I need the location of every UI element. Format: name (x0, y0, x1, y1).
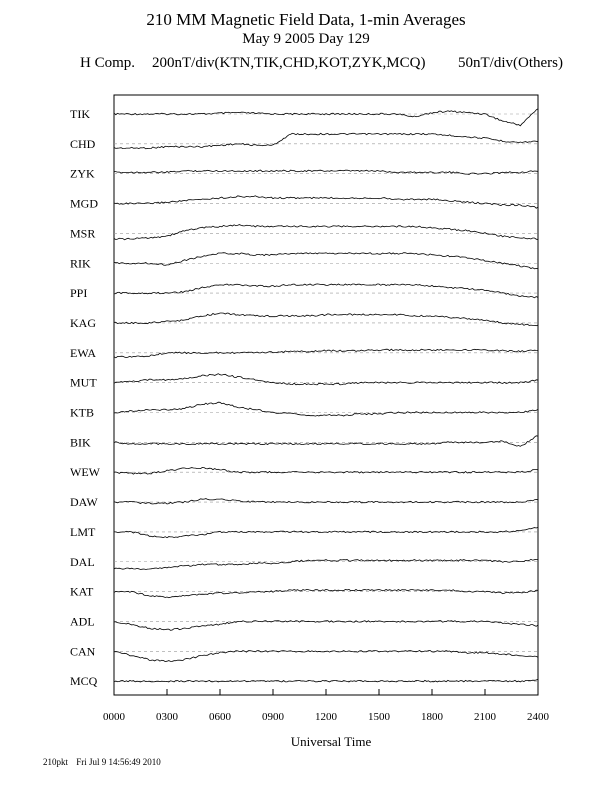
x-tick-label-1800: 1800 (421, 711, 443, 723)
station-label-ktb: KTB (70, 405, 94, 420)
plot-frame (114, 95, 538, 695)
station-label-tik: TIK (70, 107, 90, 121)
component-label: H Comp. (80, 55, 136, 71)
trace-kag (114, 313, 538, 326)
trace-daw (114, 499, 538, 504)
trace-mgd (114, 196, 538, 208)
station-label-adl: ADL (70, 614, 95, 629)
footer-program: 210pkt (43, 757, 69, 767)
scale-main-label: 200nT/div(KTN,TIK,CHD,KOT,ZYK,MCQ) (152, 55, 426, 71)
station-label-lmt: LMT (70, 524, 96, 539)
x-tick-label-2400: 2400 (527, 711, 549, 723)
station-label-msr: MSR (70, 226, 96, 241)
x-tick-label-1200: 1200 (315, 711, 337, 723)
station-label-mgd: MGD (70, 196, 99, 211)
trace-rik (114, 253, 538, 269)
station-label-kat: KAT (70, 584, 94, 599)
station-label-dal: DAL (70, 554, 95, 569)
station-label-rik: RIK (70, 256, 91, 271)
x-tick-label-0300: 0300 (156, 711, 178, 723)
x-tick-label-0000: 0000 (103, 711, 125, 723)
trace-bik (114, 436, 538, 447)
trace-tik (114, 109, 538, 126)
trace-kat (114, 589, 538, 597)
station-labels (70, 107, 101, 688)
x-axis-label: Universal Time (290, 734, 372, 749)
trace-lmt (114, 527, 538, 537)
station-label-daw: DAW (70, 495, 98, 510)
station-label-ewa: EWA (70, 345, 96, 360)
station-label-mcq: MCQ (70, 674, 98, 689)
trace-ktb (114, 402, 538, 416)
x-tick-label-1500: 1500 (368, 711, 390, 723)
trace-can (114, 651, 538, 662)
trace-dal (114, 559, 538, 569)
date-line: May 9 2005 Day 129 (242, 31, 370, 47)
station-label-mut: MUT (70, 375, 97, 390)
station-label-can: CAN (70, 644, 96, 659)
trace-mcq (114, 679, 538, 682)
chart-title: 210 MM Magnetic Field Data, 1-min Averages (146, 10, 466, 29)
trace-wew (114, 467, 538, 474)
footer-timestamp: Fri Jul 9 14:56:49 2010 (76, 757, 161, 767)
x-axis-ticks (103, 689, 550, 723)
station-label-zyk: ZYK (70, 166, 95, 181)
x-tick-label-2100: 2100 (474, 711, 496, 723)
trace-ewa (114, 349, 538, 358)
station-label-bik: BIK (70, 435, 91, 450)
station-label-wew: WEW (70, 465, 100, 480)
x-tick-label-0900: 0900 (262, 711, 284, 723)
station-baselines (114, 114, 538, 681)
trace-ppi (114, 284, 538, 298)
x-tick-label-0600: 0600 (209, 711, 231, 723)
trace-msr (114, 225, 538, 240)
station-label-ppi: PPI (70, 286, 88, 301)
station-traces (114, 109, 538, 682)
footer (43, 757, 167, 767)
trace-adl (114, 621, 538, 631)
station-label-kag: KAG (70, 315, 96, 330)
scale-other-label: 50nT/div(Others) (458, 55, 563, 71)
station-label-chd: CHD (70, 136, 96, 151)
trace-mut (114, 374, 538, 385)
trace-chd (114, 133, 538, 149)
